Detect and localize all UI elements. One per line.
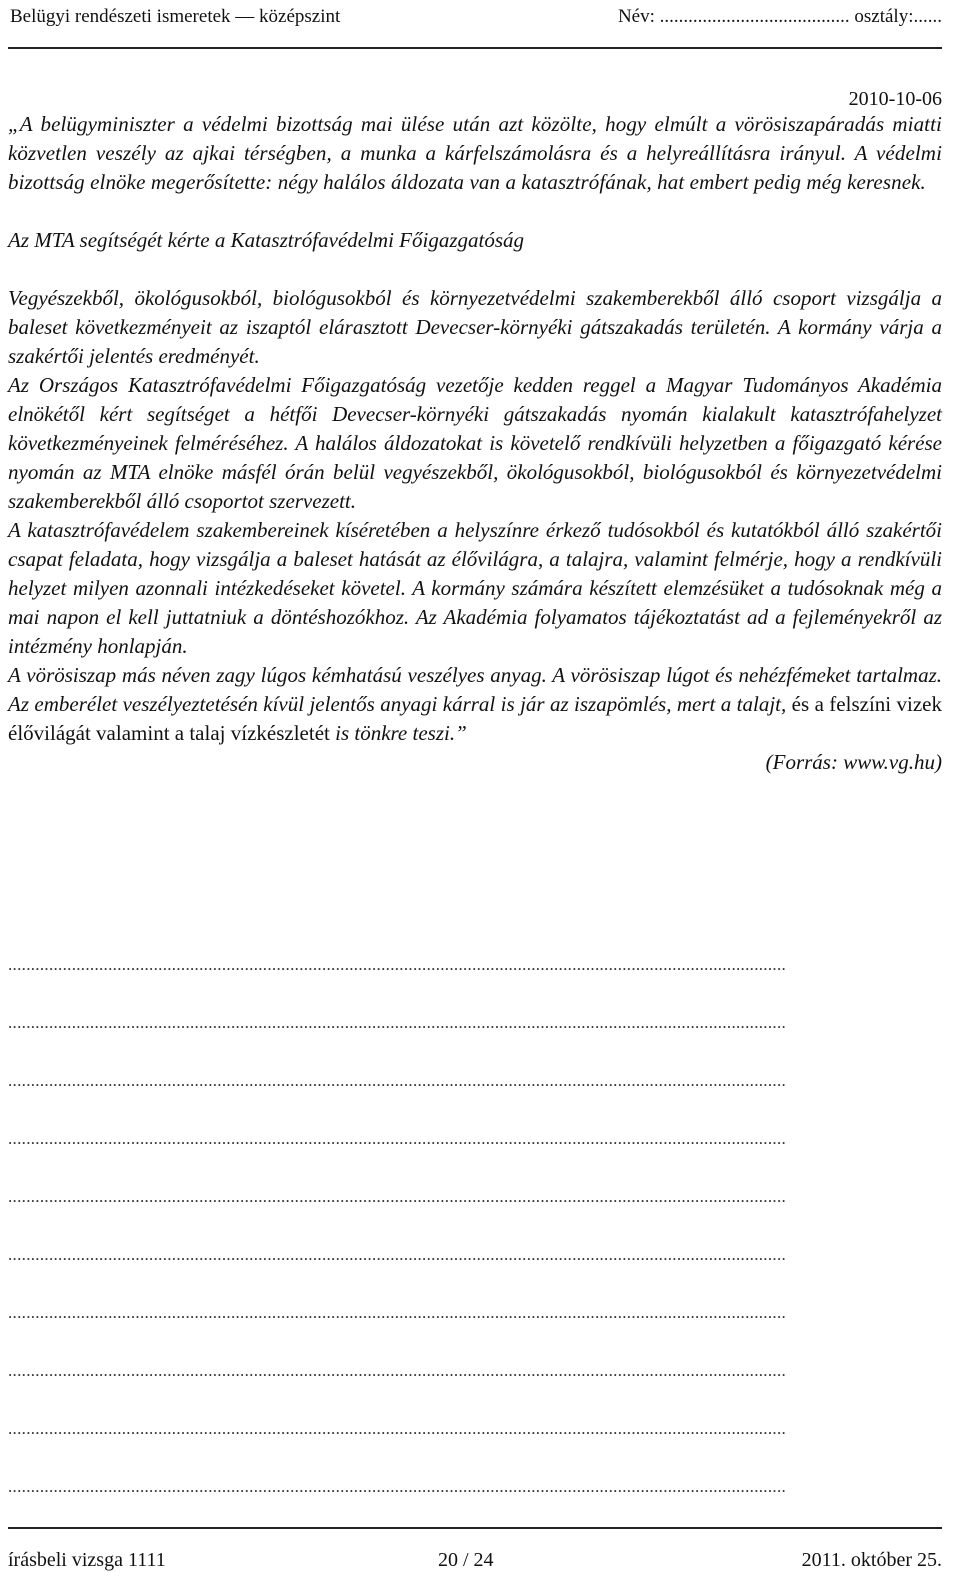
answer-line[interactable]: ........................................................................................................................................................................... [8, 955, 787, 974]
exam-date: 2011. október 25. [801, 1549, 942, 1571]
header-divider [8, 47, 942, 49]
article-body-paragraph [8, 661, 942, 748]
answer-line[interactable]: ........................................................................................................................................................................... [8, 1303, 787, 1322]
article-headline: Az MTA segítségét kérte a Katasztrófavédelmi Főigazgatóság [8, 228, 525, 252]
footer-divider [8, 1527, 942, 1529]
answer-line[interactable]: ........................................................................................................................................................................... [8, 1071, 787, 1090]
name-field: Név: ........................................ [617, 6, 850, 27]
answer-line[interactable]: ........................................................................................................................................................................... [8, 1419, 787, 1438]
page-number: 20 / 24 [438, 1549, 494, 1571]
article-date: 2010-10-06 [848, 88, 942, 110]
exam-title: Belügyi rendészeti ismeretek — középszint [10, 6, 341, 27]
article-source: (Forrás: www.vg.hu) [765, 750, 942, 774]
article [8, 110, 942, 777]
answer-line[interactable]: ........................................................................................................................................................................... [8, 1187, 787, 1206]
answer-line[interactable]: ........................................................................................................................................................................... [8, 1245, 787, 1264]
page-header [10, 2, 942, 32]
article-lead: Vegyészekből, ökológusokból, biológusokból és környezetvédelmi szakemberekből álló csoport vizsgálja a baleset következményeit az iszaptól elárasztott Devecser-környéki gátszakadás területén. A kormány várja a szakértői jelentés eredményét. [8, 286, 942, 368]
body3-normal: és a felszíni vizek élővilágát valamint a talaj vízkészletét [8, 692, 942, 745]
answer-line[interactable]: ........................................................................................................................................................................... [8, 1477, 787, 1496]
body3-italic: A vörösiszap más néven zagy lúgos kémhatású veszélyes anyag. A vörösiszap lúgot és nehézfémeket tartalmaz. Az emberélet veszélyeztetésén kívül jelentős anyagi kárral is jár az iszapömlés, mert a talajt, [8, 663, 942, 716]
answer-area[interactable] [8, 936, 942, 1516]
answer-line[interactable]: ........................................................................................................................................................................... [8, 1361, 787, 1380]
article-body-paragraph: A katasztrófavédelem szakembereinek kíséretében a helyszínre érkező tudósokból és kutatókból álló szakértői csapat feladata, hogy vizsgálja a baleset hatását az élővilágra, a talajra, valamint felmérje, hogy a rendkívüli helyzet milyen azonnali intézkedéseket követel. A kormány számára készített elemzésüket a tudósoknak még a mai napon el kell juttatniuk a döntéshozókhoz. Az Akadémia folyamatos tájékoztatást ad a fejleményekről az intézmény honlapján. [8, 518, 942, 658]
page-footer [8, 1545, 942, 1575]
class-field: osztály:...... [854, 6, 942, 27]
answer-line[interactable]: ........................................................................................................................................................................... [8, 1129, 787, 1148]
article-body-paragraph: Az Országos Katasztrófavédelmi Főigazgatóság vezetője kedden reggel a Magyar Tudományos Akadémia elnökétől kért segítséget a hétfői Devecser-környéki gátszakadás nyomán kialakult katasztrófahelyzet következményeinek felméréséhez. A halálos áldozatokat is követelő rendkívüli helyzetben a főigazgató kérése nyomán az MTA elnöke másfél órán belül vegyészekből, ökológusokból, biológusokból és környezetvédelmi szakemberekből álló csoportot szervezett. [8, 373, 942, 513]
answer-line[interactable]: ........................................................................................................................................................................... [8, 1013, 787, 1032]
body3-end: is tönkre teszi.” [335, 721, 467, 745]
article-quote: „A belügyminiszter a védelmi bizottság mai ülése után azt közölte, hogy elmúlt a vörösiszapáradás miatti közvetlen veszély az ajkai térségben, a munka a kárfelszámolásra és a helyreállításra irányul. A védelmi bizottság elnöke megerősítette: négy halálos áldozata van a katasztrófának, hat embert pedig még keresnek. [8, 112, 942, 194]
student-fields [618, 2, 942, 32]
exam-code: írásbeli vizsga 1111 [8, 1549, 166, 1571]
